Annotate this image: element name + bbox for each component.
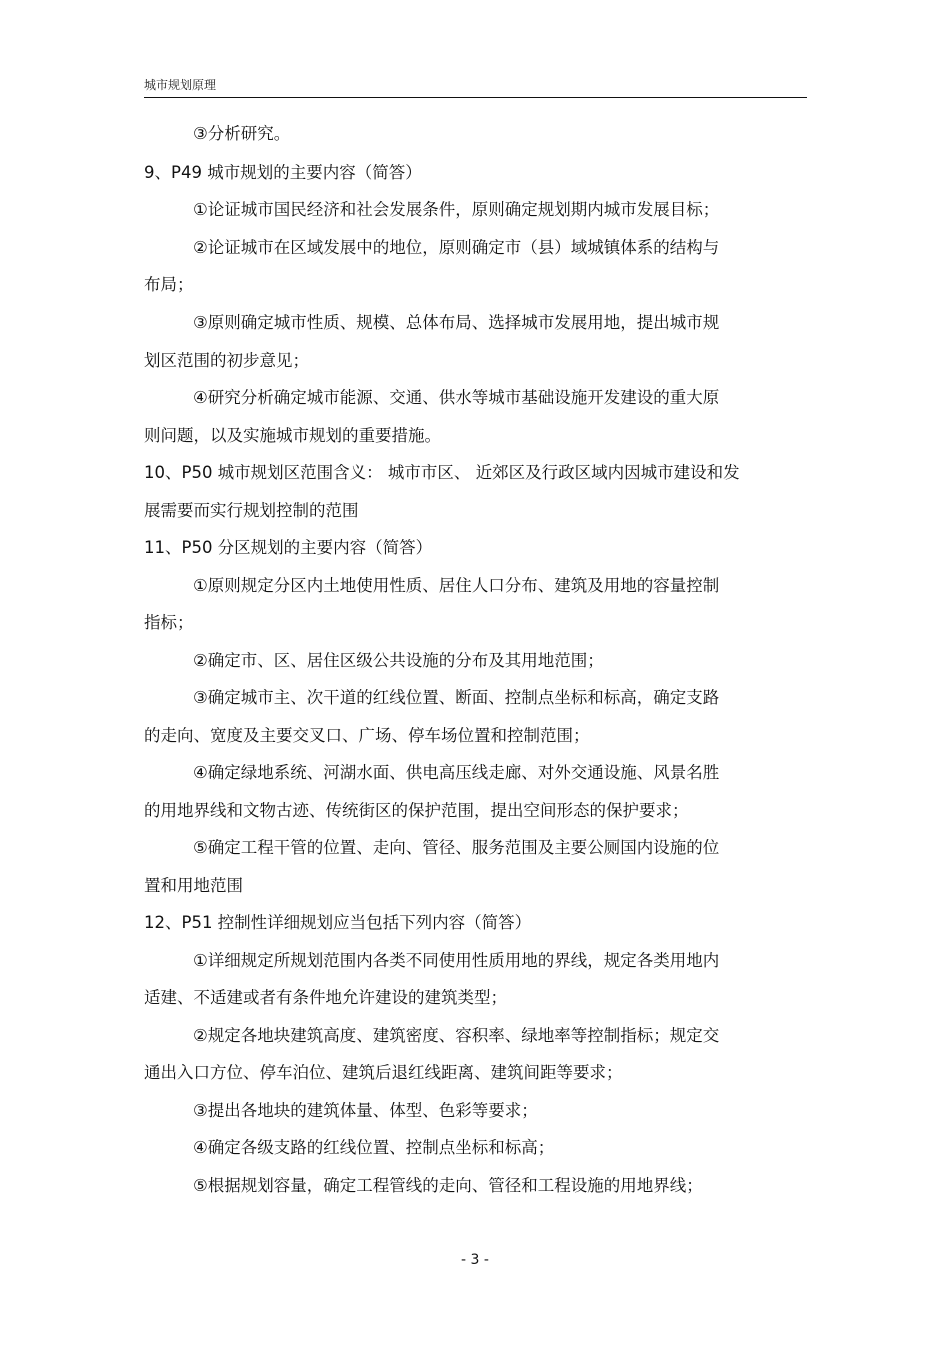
text-line: ⑤确定工程干管的位置、走向、管径、服务范围及主要公厕国内设施的位 xyxy=(193,838,720,857)
section-heading: 10、P50 城市规划区范围含义： 城市市区、 近郊区及行政区域内因城市建设和发 xyxy=(144,463,740,482)
text-line: ②论证城市在区域发展中的地位，原则确定市（县）域城镇体系的结构与 xyxy=(193,238,720,257)
text-line: 置和用地范围 xyxy=(144,876,243,895)
running-header: 城市规划原理 xyxy=(144,78,217,92)
text-line: ②确定市、区、居住区级公共设施的分布及其用地范围； xyxy=(193,651,604,670)
text-line: ③分析研究。 xyxy=(193,124,291,143)
section-heading: 11、P50 分区规划的主要内容（简答） xyxy=(144,538,433,557)
text-line: ③原则确定城市性质、规模、总体布局、选择城市发展用地，提出城市规 xyxy=(193,313,720,332)
text-line: ③确定城市主、次干道的红线位置、断面、控制点坐标和标高，确定支路 xyxy=(193,688,720,707)
text-line: 适建、不适建或者有条件地允许建设的建筑类型； xyxy=(144,988,507,1007)
text-line: 的走向、宽度及主要交叉口、广场、停车场位置和控制范围； xyxy=(144,726,590,745)
text-line: ①详细规定所规划范围内各类不同使用性质用地的界线，规定各类用地内 xyxy=(193,951,720,970)
text-line: 展需要而实行规划控制的范围 xyxy=(144,501,359,520)
text-line: 则问题，以及实施城市规划的重要措施。 xyxy=(144,426,441,445)
text-line: ③提出各地块的建筑体量、体型、色彩等要求； xyxy=(193,1101,538,1120)
section-heading: 12、P51 控制性详细规划应当包括下列内容（简答） xyxy=(144,913,532,932)
text-line: ④确定绿地系统、河湖水面、供电高压线走廊、对外交通设施、风景名胜 xyxy=(193,763,720,782)
header-rule xyxy=(144,97,807,98)
text-line: ④确定各级支路的红线位置、控制点坐标和标高； xyxy=(193,1138,555,1157)
text-line: ②规定各地块建筑高度、建筑密度、容积率、绿地率等控制指标；规定交 xyxy=(193,1026,720,1045)
text-line: ①论证城市国民经济和社会发展条件，原则确定规划期内城市发展目标； xyxy=(193,200,720,219)
text-line: 划区范围的初步意见； xyxy=(144,351,309,370)
text-line: 布局； xyxy=(144,275,194,294)
text-line: 的用地界线和文物古迹、传统街区的保护范围，提出空间形态的保护要求； xyxy=(144,801,689,820)
text-line: 通出入口方位、停车泊位、建筑后退红线距离、建筑间距等要求； xyxy=(144,1063,623,1082)
text-line: ①原则规定分区内土地使用性质、居住人口分布、建筑及用地的容量控制 xyxy=(193,576,720,595)
text-line: ④研究分析确定城市能源、交通、供水等城市基础设施开发建设的重大原 xyxy=(193,388,720,407)
section-heading: 9、P49 城市规划的主要内容（简答） xyxy=(144,163,422,182)
text-line: ⑤根据规划容量，确定工程管线的走向、管径和工程设施的用地界线； xyxy=(193,1176,703,1195)
page-number: - 3 - xyxy=(461,1252,489,1268)
text-line: 指标； xyxy=(144,613,194,632)
